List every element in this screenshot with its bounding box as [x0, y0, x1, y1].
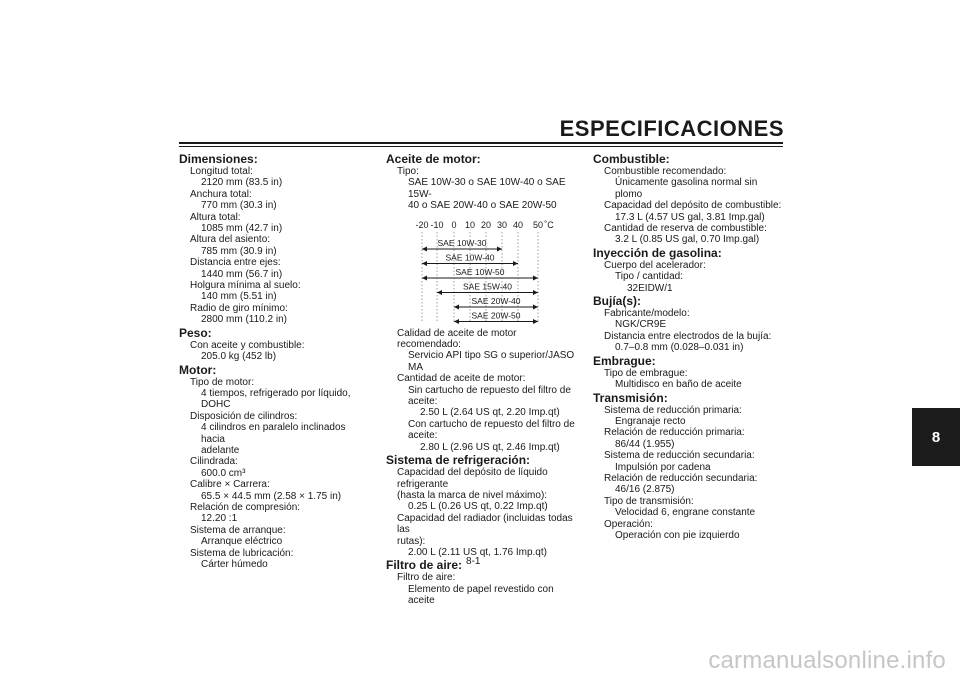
- oil-details-block: [386, 328, 578, 607]
- chart-range-arrow-right: [497, 246, 502, 251]
- spec-value: Servicio API tipo SG o superior/JASO MA: [408, 350, 575, 373]
- spec-value: 4 tiempos, refrigerado por líquido, DOHC: [201, 387, 351, 411]
- spec-label: Relación de reducción secundaria:: [604, 472, 758, 484]
- spec-label: Altura total:: [190, 211, 241, 223]
- spec-label: Holgura mínima al suelo:: [190, 280, 301, 292]
- chart-tick-label: -20: [415, 219, 429, 230]
- page-number: 8-1: [466, 556, 481, 567]
- spec-label: Sistema de reducción secundaria:: [604, 450, 755, 462]
- chart-tick-label: 50: [532, 219, 544, 230]
- spec-label: Distancia entre ejes:: [190, 257, 281, 269]
- chart-range-arrow-left: [422, 246, 427, 251]
- chart-series-label: SAE 10W-30: [437, 237, 487, 248]
- spec-value: Cárter húmedo: [201, 559, 268, 570]
- spec-label: Capacidad del depósito de líquido refrigerante: [397, 467, 548, 490]
- spec-label: Longitud total:: [190, 166, 253, 177]
- spec-value: adelante: [201, 444, 240, 456]
- spec-value: 2.80 L (2.96 US qt, 2.46 Imp.qt): [420, 441, 560, 453]
- chart-tick-label: 40: [512, 219, 524, 230]
- spec-label: Tipo de motor:: [190, 376, 255, 388]
- chart-series-label: SAE 10W-50: [455, 266, 505, 277]
- spec-value: 140 mm (5.51 in): [201, 291, 277, 303]
- section-heading: Combustible:: [593, 152, 670, 166]
- spec-value: Sin cartucho de repuesto del filtro de: [408, 384, 571, 396]
- spec-value: 2.00 L (2.11 US qt, 1.76 Imp.qt): [408, 546, 547, 558]
- chart-range-arrow-right: [533, 304, 538, 309]
- spec-label: Altura del asiento:: [190, 234, 271, 246]
- spec-value: 1085 mm (42.7 in): [201, 223, 283, 235]
- chart-range-arrow-left: [422, 261, 427, 266]
- spec-value: 205.0 kg (452 lb): [201, 351, 277, 363]
- header-rule-thin: [179, 146, 783, 147]
- spec-value: Únicamente gasolina normal sin plomo: [615, 177, 758, 200]
- chart-range-arrow-right: [533, 275, 538, 280]
- spec-label: Cilindrada:: [190, 456, 238, 468]
- chart-tick-label: 10: [464, 219, 476, 230]
- spec-value: 65.5 × 44.5 mm (2.58 × 1.75 in): [201, 490, 342, 502]
- spec-value: 12.20 :1: [201, 513, 238, 525]
- spec-value: 0.25 L (0.26 US qt, 0.22 Imp.qt): [408, 501, 548, 513]
- spec-label: Fabricante/modelo:: [604, 308, 690, 320]
- oil-temperature-chart: [386, 216, 578, 326]
- spec-label: Combustible recomendado:: [604, 166, 727, 177]
- chart-tick-label: -10: [430, 219, 444, 230]
- spec-label: (hasta la marca de nivel máximo):: [397, 489, 548, 501]
- spec-label: Calibre × Carrera:: [190, 479, 270, 491]
- spec-value: NGK/CR9E: [615, 319, 667, 331]
- spec-label: Capacidad del radiador (incluidas todas las: [397, 512, 573, 536]
- spec-value: SAE 10W-30 o SAE 10W-40 o SAE 15W-: [408, 177, 566, 200]
- spec-label: Radio de giro mínimo:: [190, 302, 288, 314]
- spec-value: aceite:: [408, 396, 438, 408]
- section-heading: Transmisión:: [593, 390, 668, 405]
- spec-label: Capacidad del depósito de combustible:: [604, 200, 782, 212]
- spec-value: Elemento de papel revestido con aceite: [408, 583, 554, 607]
- spec-column-1: [179, 152, 371, 570]
- spec-label: rutas):: [397, 535, 426, 547]
- spec-value: 600.0 cm³: [201, 467, 246, 479]
- spec-label: Calidad de aceite de motor recomendado:: [397, 327, 517, 351]
- spec-value: 3.2 L (0.85 US gal, 0.70 Imp.gal): [615, 234, 760, 246]
- spec-value: 32EIDW/1: [627, 282, 673, 294]
- spec-label: Disposición de cilindros:: [190, 410, 298, 422]
- spec-value: 2800 mm (110.2 in): [201, 314, 287, 326]
- spec-value: Tipo / cantidad:: [615, 271, 684, 283]
- spec-value: 46/16 (2.875): [615, 484, 675, 496]
- engine-oil-block: [386, 153, 578, 212]
- spec-value: 2120 mm (83.5 in): [201, 177, 283, 189]
- chart-range-arrow-left: [454, 304, 459, 309]
- chart-tick-label: 30: [496, 219, 508, 230]
- chart-range-arrow-left: [437, 290, 442, 295]
- section-heading: Bujía(s):: [593, 294, 641, 309]
- spec-value: Operación con pie izquierdo: [615, 529, 740, 541]
- chart-range-arrow-left: [454, 319, 459, 324]
- spec-label: Cantidad de reserva de combustible:: [604, 223, 767, 235]
- spec-label: Cantidad de aceite de motor:: [397, 373, 526, 385]
- chart-series-label: SAE 20W-50: [471, 310, 521, 321]
- oil-temperature-chart-svg: [386, 216, 578, 326]
- spec-label: Distancia entre electrodos de la bujía:: [604, 330, 772, 342]
- header-rule: [179, 142, 783, 144]
- spec-label: Anchura total:: [190, 188, 252, 200]
- spec-value: Arranque eléctrico: [201, 536, 283, 548]
- spec-value: Multidisco en baño de aceite: [615, 379, 742, 391]
- chart-range-arrow-right: [533, 319, 538, 324]
- chapter-tab-label: 8: [931, 428, 941, 446]
- chart-series-label: SAE 10W-40: [445, 252, 495, 263]
- section-heading: Motor:: [179, 362, 217, 377]
- spec-value: 86/44 (1.955): [615, 438, 675, 450]
- spec-label: Cuerpo del acelerador:: [604, 259, 706, 271]
- spec-value: 40 o SAE 20W-40 o SAE 20W-50: [408, 200, 557, 212]
- section-heading: Embrague:: [593, 353, 656, 368]
- spec-label: Filtro de aire:: [397, 572, 456, 584]
- spec-label: Tipo:: [397, 166, 419, 177]
- spec-value: 0.7–0.8 mm (0.028–0.031 in): [615, 342, 744, 354]
- spec-label: Relación de compresión:: [190, 501, 301, 513]
- spec-label: Tipo de embrague:: [604, 367, 688, 379]
- spec-value: 785 mm (30.9 in): [201, 245, 277, 257]
- chart-unit-label: ˚C: [544, 219, 554, 230]
- section-heading: Aceite de motor:: [386, 152, 481, 166]
- spec-label: Con aceite y combustible:: [190, 339, 305, 351]
- section-heading: Dimensiones:: [179, 152, 258, 166]
- spec-value: Velocidad 6, engrane constante: [615, 507, 756, 519]
- chart-series-label: SAE 20W-40: [471, 295, 521, 306]
- chart-tick-label: 0: [451, 219, 457, 230]
- spec-label: Sistema de lubricación:: [190, 547, 294, 559]
- chapter-tab[interactable]: [912, 408, 960, 466]
- chart-range-arrow-right: [533, 290, 538, 295]
- spec-value: Engranaje recto: [615, 415, 686, 427]
- spec-label: Sistema de reducción primaria:: [604, 404, 742, 416]
- spec-value: Con cartucho de repuesto del filtro de: [408, 418, 575, 430]
- spec-value: 2.50 L (2.64 US qt, 2.20 Imp.qt): [420, 407, 560, 419]
- chart-series-label: SAE 15W-40: [463, 281, 512, 292]
- section-heading: Peso:: [179, 325, 212, 340]
- spec-label: Operación:: [604, 518, 653, 530]
- spec-value: 1440 mm (56.7 in): [201, 268, 283, 280]
- spec-column-3: [593, 152, 785, 541]
- page-title: ESPECIFICACIONES: [559, 116, 784, 141]
- spec-value: aceite:: [408, 430, 438, 442]
- spec-value: 4 cilindros en paralelo inclinados hacia: [201, 422, 346, 445]
- chart-range-arrow-right: [513, 261, 518, 266]
- spec-column-2: [386, 152, 578, 607]
- spec-label: Sistema de arranque:: [190, 524, 286, 536]
- chart-tick-label: 20: [480, 219, 492, 230]
- spec-value: 770 mm (30.3 in): [201, 200, 277, 212]
- chart-range-arrow-left: [422, 275, 427, 280]
- spec-value: 17.3 L (4.57 US gal, 3.81 Imp.gal): [615, 211, 765, 223]
- watermark: carmanualsonline.info: [708, 647, 946, 674]
- section-heading: Inyección de gasolina:: [593, 245, 722, 260]
- section-heading: Sistema de refrigeración:: [386, 453, 531, 468]
- spec-label: Tipo de transmisión:: [604, 495, 694, 507]
- spec-label: Relación de reducción primaria:: [604, 427, 745, 439]
- section-heading: Filtro de aire:: [386, 558, 463, 573]
- spec-value: Impulsión por cadena: [615, 461, 711, 473]
